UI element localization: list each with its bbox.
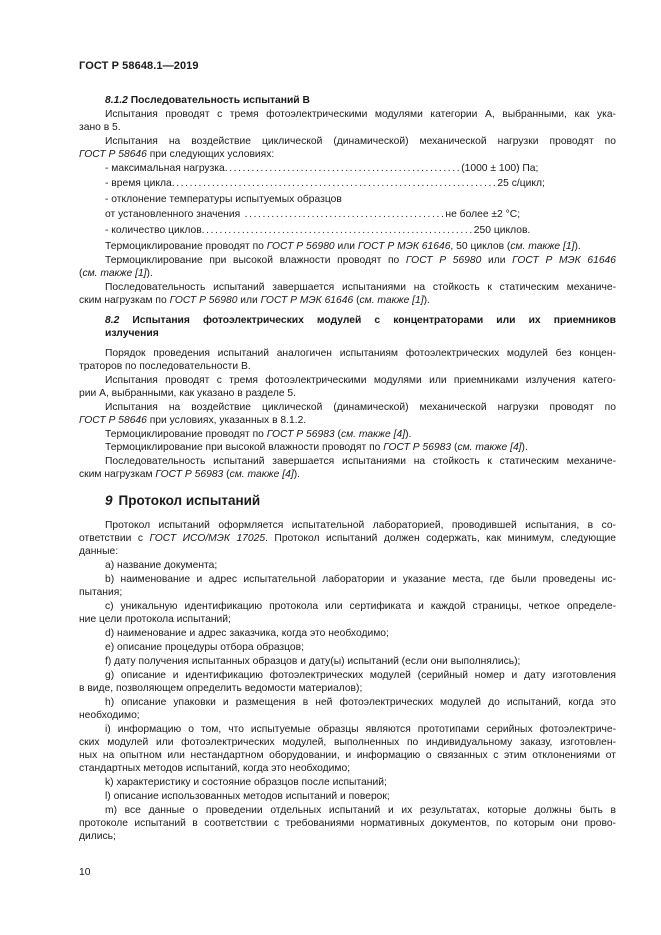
reference: см. также [1] [510, 241, 575, 252]
section-title: Испытания фотоэлектрических модулей с концентраторами или их приемников [132, 315, 616, 326]
paragraph-line [105, 254, 616, 267]
paragraph-line [79, 267, 616, 280]
text: при условиях, указанных в 8.1.2. [146, 415, 307, 426]
text: при следующих условиях: [146, 149, 275, 160]
text: ( [353, 295, 360, 306]
paragraph-line: Протокол испытаний оформляется испытательной лабораторией, проводившей испытания, в со- [105, 520, 616, 531]
list-item: h) описание упаковки и размещения в ней фотоэлектрических модулей до испытаний, когда это [105, 697, 616, 708]
list-item: i) информацию о том, что испытуемые образцы являются прототипами серийных фотоэлектриче- [105, 724, 616, 735]
paragraph-line [105, 428, 616, 441]
condition-value: 25 с/цикл; [497, 178, 545, 189]
text: Термоциклирование проводят по [105, 241, 267, 252]
paragraph-line [105, 441, 616, 454]
standard-ref: ГОСТ Р 58646 [79, 415, 147, 426]
text: Термоциклирование проводят по [105, 429, 267, 440]
section-number: 8.1.2 [105, 95, 128, 106]
list-item: k) характеристику и состояние образцов после испытаний; [105, 777, 387, 788]
text: ). [574, 241, 581, 252]
reference: см. также [4] [340, 429, 406, 440]
text: ским нагрузкам [79, 469, 156, 480]
standard-ref: ГОСТ Р 56983 [155, 469, 224, 480]
condition-label: от установленного значения [105, 209, 241, 220]
list-item-continued: ских модулей или фотоэлектрических модулей, выполненных по индивидуальному заказу, изготовлен- [79, 737, 616, 748]
leader-dots: ..................................................... [224, 163, 462, 174]
list-item: d) наименование и адрес заказчика, когда это необходимо; [105, 628, 389, 639]
text: ). [521, 442, 528, 453]
section-number: 8.2 [105, 315, 120, 326]
text: ( [334, 429, 341, 440]
paragraph-line: Испытания проводят с тремя фотоэлектрическими модулями категории А, выбранными, как ука- [105, 109, 616, 120]
standard-ref: ГОСТ Р 56983 [383, 442, 452, 453]
paragraph-line: Последовательность испытаний завершается испытаниями на стойкость к статическим механиче- [105, 282, 616, 293]
list-item-continued: стандартных методов испытаний, когда это необходимо; [79, 763, 351, 774]
standard-ref: ГОСТ Р МЭК 61646 [260, 295, 354, 306]
text: ответствии с [79, 533, 150, 544]
paragraph-line [79, 414, 616, 427]
paragraph-line: данные: [79, 546, 119, 557]
list-item: f) дату получения испытанных образцов и дату(ы) испытаний (если они выполнялись); [105, 656, 521, 667]
list-item-continued: необходимо; [79, 710, 140, 721]
section-8-1-2-heading [105, 94, 616, 107]
condition-label: - время цикла [105, 178, 172, 189]
list-item-continued: ных на опытном или нестандартном оборудовании, и информацию о связанных с этим отклонениями от [79, 750, 616, 761]
section-8-2-heading [105, 314, 616, 327]
page-number: 10 [79, 867, 91, 878]
paragraph-line: рии А, выбранными, как указано в разделе 5. [79, 388, 297, 399]
list-item: е) описание процедуры отбора образцов; [105, 642, 304, 653]
standard-ref: ГОСТ Р 58646 [79, 149, 147, 160]
paragraph-line: Испытания проводят с тремя фотоэлектрическими модулями или приемниками излучения катего- [105, 375, 616, 386]
standard-ref: ГОСТ Р 56980 [266, 241, 335, 252]
text: или [334, 241, 358, 252]
standard-ref: ГОСТ ИСО/МЭК 17025 [149, 533, 266, 544]
reference: см. также [1] [82, 268, 147, 279]
standard-ref: ГОСТ Р МЭК 61646 [357, 241, 451, 252]
text: или [481, 255, 513, 266]
section-title: Протокол испытаний [118, 493, 261, 508]
paragraph-line: Порядок проведения испытаний аналогичен испытаниям фотоэлектрических модулей без концен- [105, 348, 616, 359]
document-header: ГОСТ Р 58648.1—2019 [79, 60, 199, 72]
text: Термоциклирование при высокой влажности проводят по [105, 255, 406, 266]
text: ). [146, 268, 153, 279]
text: ). [293, 469, 300, 480]
section-title-continued: излучения [105, 328, 159, 339]
text: Термоциклирование при высокой влажности проводят по [105, 442, 384, 453]
standard-ref: ГОСТ Р МЭК 61646 [512, 255, 617, 266]
reference: см. также [4] [457, 442, 522, 453]
list-item-continued: дились; [79, 831, 116, 842]
text: , 50 циклов ( [450, 241, 511, 252]
list-item: m) все данные о проведении отдельных испытаний и их результатах, которые должны быть в [105, 805, 616, 816]
list-item: l) описание использованных методов испытаний и поверок; [105, 791, 390, 802]
paragraph-line: Испытания на воздействие циклической (динамической) механической нагрузки проводят по [105, 402, 616, 413]
leader-dots: ............................................................. [201, 225, 474, 236]
section-number: 9 [105, 493, 113, 508]
condition-item [105, 208, 521, 221]
list-item: а) название документа; [105, 560, 218, 571]
list-item: с) уникальную идентификацию протокола или сертификата и каждой страницы, четкое определе- [105, 601, 616, 612]
condition-label: - количество циклов [105, 225, 202, 236]
paragraph-line [105, 240, 616, 253]
text: . Протокол испытаний должен содержать, как минимум, следующие [265, 533, 617, 544]
leader-dots: ......................................................................... [171, 178, 498, 189]
reference: см. также [1] [359, 295, 424, 306]
paragraph-line [79, 148, 616, 161]
reference: см. также [4] [229, 469, 294, 480]
condition-item: - отклонение температуры испытуемых образцов [105, 194, 342, 205]
condition-item [105, 177, 545, 190]
text: ). [423, 295, 430, 306]
paragraph-line [79, 468, 616, 481]
text: ( [451, 442, 458, 453]
text: ( [223, 469, 230, 480]
paragraph-line [79, 532, 616, 545]
condition-value: 250 циклов. [473, 225, 531, 236]
standard-ref: ГОСТ Р 56980 [405, 255, 482, 266]
paragraph-line: зано в 5. [79, 122, 121, 133]
standard-ref: ГОСТ Р 56983 [266, 429, 335, 440]
condition-value: не более ±2 °С; [445, 209, 521, 220]
section-title: Последовательность испытаний В [130, 95, 310, 106]
text: или [237, 295, 261, 306]
list-item-continued: пытания; [79, 587, 123, 598]
standard-ref: ГОСТ Р 56980 [169, 295, 238, 306]
paragraph-line [79, 294, 616, 307]
list-item-continued: протоколе испытаний в соответствии с требованиями нормативных документов, по которым они прово- [79, 818, 616, 829]
condition-value: (1000 ± 100) Па; [461, 163, 539, 174]
leader-dots: ............................................. [240, 209, 446, 220]
text: ( [79, 268, 83, 279]
paragraph-line: траторов по последовательности В. [79, 361, 251, 372]
condition-label: - максимальная нагрузка [105, 163, 225, 174]
list-item: g) описание и идентификацию фотоэлектрических модулей (серийный номер и дату изготовления [105, 670, 616, 681]
text: ским нагрузкам по [79, 295, 170, 306]
paragraph-line: Испытания на воздействие циклической (динамической) механической нагрузки проводят по [105, 136, 616, 147]
paragraph-line: Последовательность испытаний завершается испытаниями на стойкость к статическим механиче- [105, 456, 616, 467]
list-item: b) наименование и адрес испытательной лаборатории и указание места, где были проведены ис- [105, 574, 616, 585]
text: ). [405, 429, 412, 440]
condition-item [105, 162, 539, 175]
condition-item [105, 224, 531, 237]
section-9-heading [105, 493, 260, 508]
list-item-continued: ние цели протокола испытаний; [79, 614, 231, 625]
list-item-continued: в виде, позволяющем определить ведомости материалов); [79, 683, 363, 694]
